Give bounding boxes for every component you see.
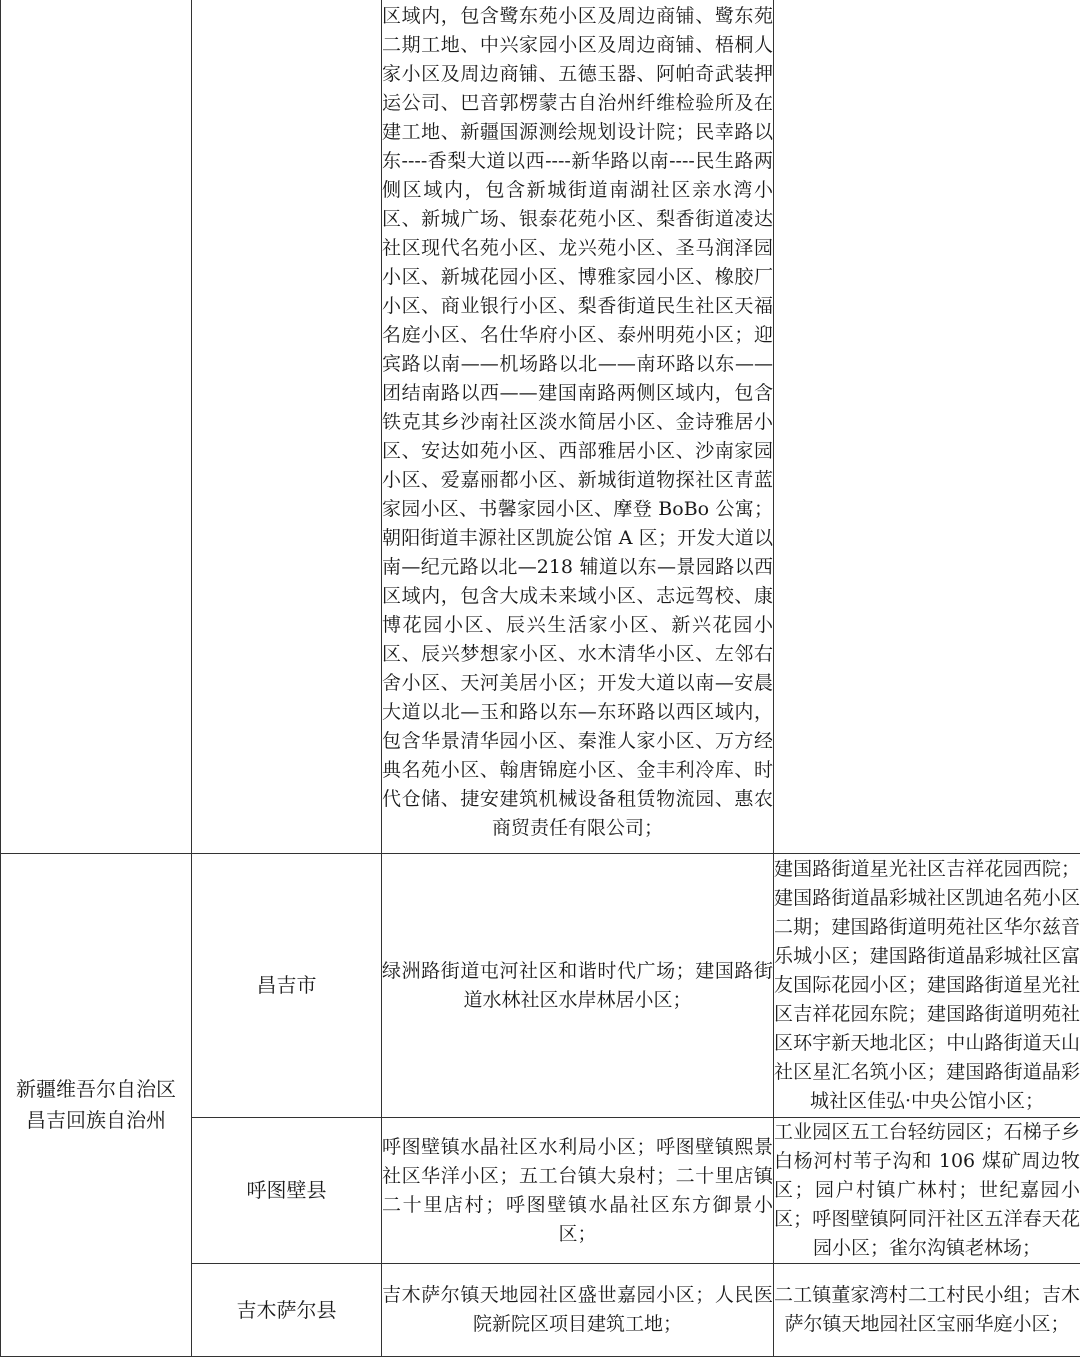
county-label: 昌吉市 (192, 970, 381, 1001)
table-cell-area-list (382, 854, 774, 1118)
area-list-text: 呼图壁镇水晶社区水利局小区；呼图壁镇熙景社区华洋小区；五工台镇大泉村；二十里店镇二十里店村；呼图壁镇水晶社区东方御景小区； (382, 1133, 773, 1249)
county-label: 呼图壁县 (192, 1175, 381, 1206)
table-row (1, 854, 1080, 1118)
table-cell-empty (192, 0, 382, 854)
table-cell-empty (1, 0, 192, 854)
area-list-text: 二工镇董家湾村二工村民小组；吉木萨尔镇天地园社区宝丽华庭小区； (774, 1281, 1080, 1339)
table-cell-empty (774, 0, 1080, 854)
table-cell-area-list (382, 1264, 774, 1357)
area-list-text: 区域内，包含鹭东苑小区及周边商铺、鹭东苑二期工地、中兴家园小区及周边商铺、梧桐人家小区及周边商铺、五德玉器、阿帕奇武装押运公司、巴音郭楞蒙古自治州纤维检验所及在建工地、新疆国源测绘规划设计院；民幸路以东----香梨大道以西----新华路以南----民生路两侧区域内，包含新城街道南湖社区亲水湾小区、新城广场、银泰花苑小区、梨香街道凌达社区现代名苑小区、龙兴苑小区、圣马润泽园小区、新城花园小区、博雅家园小区、橡胶厂小区、商业银行小区、梨香街道民生社区天福名庭小区、名仕华府小区、泰州明苑小区；迎宾路以南——机场路以北——南环路以东——团结南路以西——建国南路两侧区域内，包含铁克其乡沙南社区淡水简居小区、金诗雅居小区、安达如苑小区、西部雅居小区、沙南家园小区、爱嘉丽都小区、新城街道物探社区青蓝家园小区、书馨家园小区、摩登 BoBo 公寓；朝阳街道丰源社区凯旋公馆 A 区；开发大道以南—纪元路以北—218 辅道以东—景园路以西区域内，包含大成未来域小区、志远驾校、康博花园小区、辰兴生活家小区、新兴花园小区、辰兴梦想家小区、水木清华小区、左邻右舍小区、天河美居小区；开发大道以南—安晨大道以北—玉和路以东—东环路以西区域内，包含华景清华园小区、秦淮人家小区、万方经典名苑小区、翰唐锦庭小区、金丰利冷库、时代仓储、捷安建筑机械设备租赁物流园、惠农商贸责任有限公司； (382, 2, 773, 843)
table-cell-area-list (382, 1118, 774, 1264)
table-cell-area-list (774, 1118, 1080, 1264)
prefecture-cell (1, 854, 192, 1357)
table-cell-area-list (774, 1264, 1080, 1357)
table-row (1, 0, 1080, 854)
county-cell (192, 1118, 382, 1264)
area-list-text: 吉木萨尔镇天地园社区盛世嘉园小区；人民医院新院区项目建筑工地； (382, 1281, 773, 1339)
county-cell (192, 1264, 382, 1357)
prefecture-label: 新疆维吾尔自治区昌吉回族自治州 (1, 1074, 191, 1136)
area-list-text: 绿洲路街道屯河社区和谐时代广场；建国路街道水林社区水岸林居小区； (382, 957, 773, 1015)
table-cell-area-list (774, 854, 1080, 1118)
table-cell-area-list (382, 0, 774, 854)
county-label: 吉木萨尔县 (192, 1295, 381, 1326)
county-cell (192, 854, 382, 1118)
area-list-text: 工业园区五工台轻纺园区；石梯子乡白杨河村苇子沟和 106 煤矿周边牧区；园户村镇广林村；世纪嘉园小区；呼图壁镇阿同汗社区五洋春天花园小区；雀尔沟镇老林场； (774, 1118, 1080, 1263)
area-list-text: 建国路街道星光社区吉祥花园西院；建国路街道晶彩城社区凯迪名苑小区二期；建国路街道明苑社区华尔兹音乐城小区；建国路街道晶彩城社区富友国际花园小区；建国路街道星光社区吉祥花园东院；建国路街道明苑社区环宇新天地北区；中山路街道天山社区星汇名筑小区；建国路街道晶彩城社区佳弘·中央公馆小区； (774, 855, 1080, 1116)
